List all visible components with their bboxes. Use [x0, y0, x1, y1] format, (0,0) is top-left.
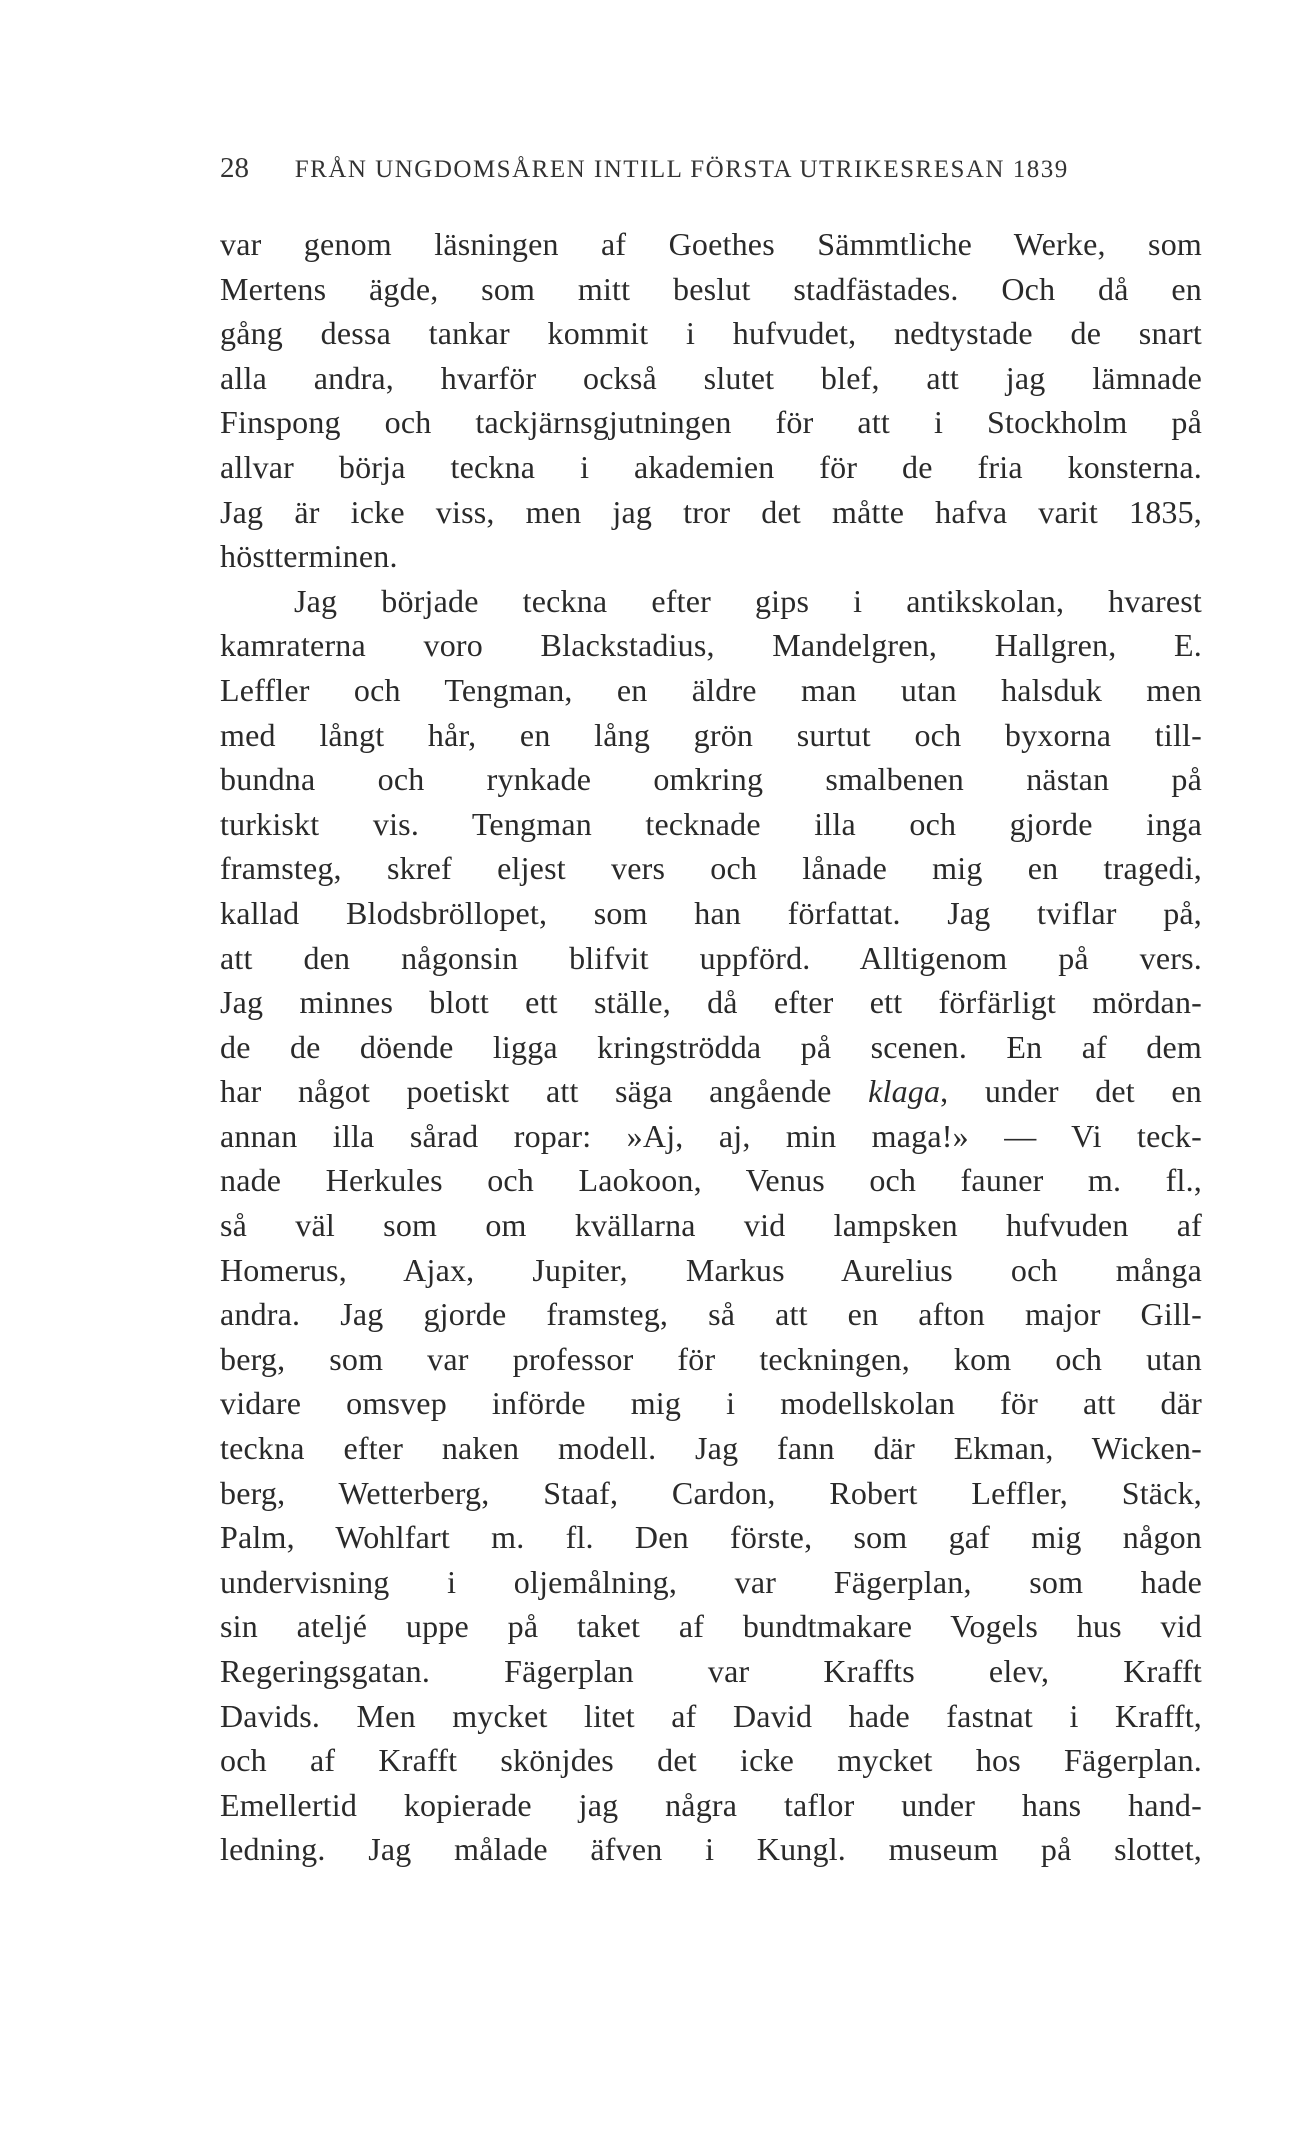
- emphasized-word: klaga: [868, 1073, 941, 1110]
- text-line: framsteg, skref eljest vers och lånade mig en tragedi,: [220, 850, 1202, 887]
- running-header: [220, 152, 1202, 192]
- text-line: Homerus, Ajax, Jupiter, Markus Aurelius och många: [220, 1251, 1202, 1288]
- text-line: Jag är icke viss, men jag tror det måtte hafva varit 1835,: [220, 493, 1202, 530]
- text-line: och af Krafft skönjdes det icke mycket hos Fägerplan.: [220, 1742, 1202, 1779]
- text-line: höstterminen.: [220, 538, 398, 575]
- text-line: andra. Jag gjorde framsteg, så att en afton major Gill-: [220, 1296, 1202, 1333]
- text-line: nade Herkules och Laokoon, Venus och fauner m. fl.,: [220, 1162, 1202, 1199]
- text-line: vidare omsvep införde mig i modellskolan för att där: [220, 1385, 1202, 1422]
- text-line: kamraterna voro Blackstadius, Mandelgren, Hallgren, E.: [220, 627, 1202, 664]
- text-line: Jag minnes blott ett ställe, då efter ett förfärligt mördan-: [220, 984, 1202, 1021]
- text-line: sin ateljé uppe på taket af bundtmakare Vogels hus vid: [220, 1608, 1202, 1645]
- text-line: bundna och rynkade omkring smalbenen nästan på: [220, 761, 1202, 798]
- text-line: att den någonsin blifvit uppförd. Alltigenom på vers.: [220, 939, 1202, 976]
- text-line: Regeringsgatan. Fägerplan var Kraffts elev, Krafft: [220, 1653, 1202, 1689]
- text-line: annan illa sårad ropar: »Aj, aj, min maga!» — Vi teck-: [220, 1117, 1202, 1154]
- text-segment: har något poetiskt att säga angående: [220, 1073, 869, 1110]
- text-line: berg, Wetterberg, Staaf, Cardon, Robert Leffler, Stäck,: [220, 1474, 1202, 1511]
- text-line: alla andra, hvarför också slutet blef, att jag lämnade: [220, 359, 1202, 396]
- text-line: så väl som om kvällarna vid lampsken hufvuden af: [220, 1207, 1202, 1244]
- text-line: gång dessa tankar kommit i hufvudet, nedtystade de snart: [220, 315, 1202, 352]
- text-line: Palm, Wohlfart m. fl. Den förste, som gaf mig någon: [220, 1519, 1202, 1556]
- text-line: berg, som var professor för teckningen, kom och utan: [220, 1340, 1202, 1377]
- text-line: Davids. Men mycket litet af David hade fastnat i Krafft,: [220, 1697, 1202, 1734]
- text-line: de de döende ligga kringströdda på scenen. En af dem: [220, 1028, 1202, 1065]
- body-text: [220, 222, 1202, 1872]
- running-title: FRÅN UNGDOMSÅREN INTILL FÖRSTA UTRIKESRESAN 1839: [294, 156, 1069, 183]
- text-line: Finspong och tackjärnsgjutningen för att i Stockholm på: [220, 404, 1202, 441]
- text-line: undervisning i oljemålning, var Fägerplan, som hade: [220, 1563, 1202, 1600]
- text-line: var genom läsningen af Goethes Sämmtliche Werke, som: [220, 226, 1202, 262]
- text-segment: , under det en: [940, 1073, 1202, 1110]
- page-number: 28: [220, 152, 249, 184]
- text-line: Mertens ägde, som mitt beslut stadfästades. Och då en: [220, 270, 1202, 307]
- text-line-with-emphasis: [220, 1069, 1202, 1114]
- text-line: Emellertid kopierade jag några taflor under hans hand-: [220, 1786, 1202, 1823]
- text-line: turkiskt vis. Tengman tecknade illa och gjorde inga: [220, 805, 1202, 842]
- text-line: kallad Blodsbröllopet, som han författat. Jag tviflar på,: [220, 894, 1202, 931]
- paragraph-start-line: Jag började teckna efter gips i antikskolan, hvarest: [294, 582, 1202, 619]
- text-line: allvar börja teckna i akademien för de fria konsterna.: [220, 448, 1202, 485]
- text-line: med långt hår, en lång grön surtut och byxorna till-: [220, 716, 1202, 753]
- text-line: ledning. Jag målade äfven i Kungl. museum på slottet,: [220, 1831, 1202, 1868]
- text-line: Leffler och Tengman, en äldre man utan halsduk men: [220, 671, 1202, 708]
- text-line: teckna efter naken modell. Jag fann där Ekman, Wicken-: [220, 1430, 1202, 1467]
